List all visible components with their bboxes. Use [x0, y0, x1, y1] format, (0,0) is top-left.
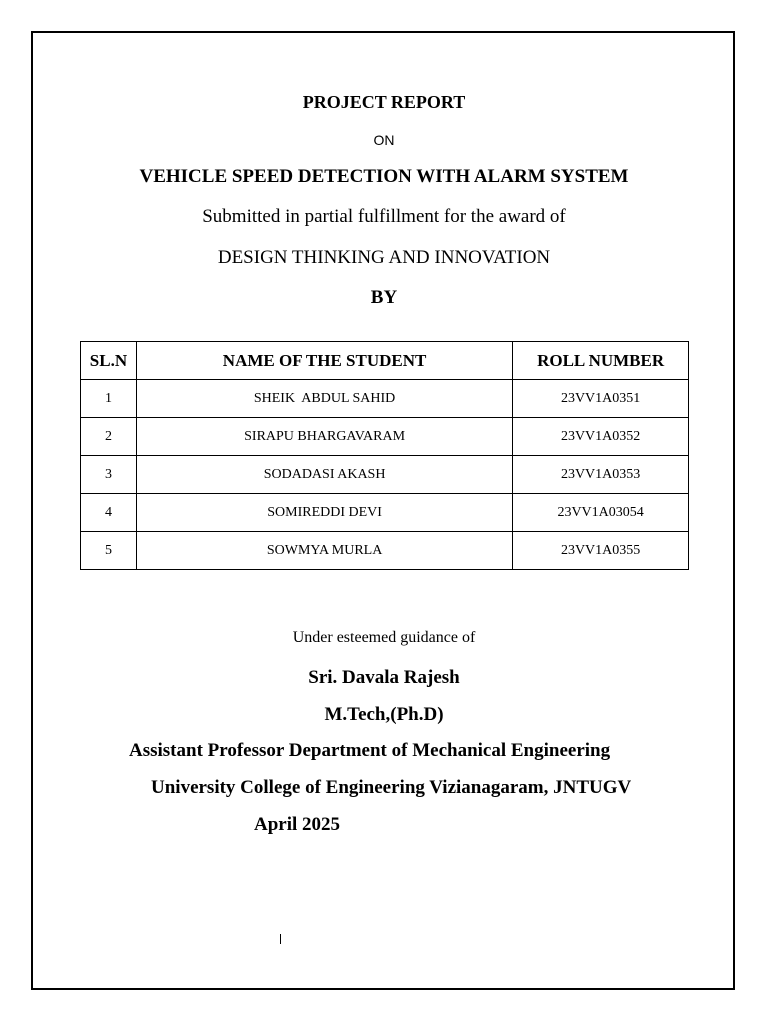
cell-sl: 1 — [81, 380, 137, 418]
report-date: April 2025 — [254, 814, 341, 835]
guide-degree: M.Tech,(Ph.D) — [324, 704, 444, 725]
cell-sl: 5 — [81, 532, 137, 570]
guidance-intro: Under esteemed guidance of — [292, 629, 476, 646]
cell-roll: 23VV1A03054 — [513, 494, 689, 532]
guide-designation: Assistant Professor Department of Mechanical Engineering — [129, 740, 611, 761]
table-row — [81, 380, 689, 418]
cell-roll: 23VV1A0353 — [513, 456, 689, 494]
cell-name: SODADASI AKASH — [136, 456, 512, 494]
submitted-text: Submitted in partial fulfillment for the award of — [202, 206, 566, 227]
cell-name: SHEIK ABDUL SAHID — [136, 380, 512, 418]
cell-roll: 23VV1A0351 — [513, 380, 689, 418]
course-name: DESIGN THINKING AND INNOVATION — [217, 247, 551, 268]
cell-sl: 3 — [81, 456, 137, 494]
project-title: VEHICLE SPEED DETECTION WITH ALARM SYSTEM — [139, 166, 629, 187]
cell-name: SOMIREDDI DEVI — [136, 494, 512, 532]
column-header-name: NAME OF THE STUDENT — [136, 342, 512, 380]
cell-sl: 2 — [81, 418, 137, 456]
table-row — [81, 418, 689, 456]
table-header-row — [81, 342, 689, 380]
cell-sl: 4 — [81, 494, 137, 532]
table-row — [81, 494, 689, 532]
cell-roll: 23VV1A0355 — [513, 532, 689, 570]
cell-name: SOWMYA MURLA — [136, 532, 512, 570]
cell-roll: 23VV1A0352 — [513, 418, 689, 456]
report-title: PROJECT REPORT — [302, 92, 466, 112]
text-cursor-mark — [280, 934, 281, 944]
table-row — [81, 532, 689, 570]
college-name: University College of Engineering Vizianagaram, JNTUGV — [151, 777, 632, 798]
table-row — [81, 456, 689, 494]
cell-name: SIRAPU BHARGAVARAM — [136, 418, 512, 456]
by-label: BY — [370, 287, 398, 308]
guide-name: Sri. Davala Rajesh — [308, 667, 460, 688]
column-header-roll: ROLL NUMBER — [513, 342, 689, 380]
column-header-sl: SL.N — [81, 342, 137, 380]
on-label: ON — [373, 132, 395, 148]
students-table — [80, 341, 689, 570]
